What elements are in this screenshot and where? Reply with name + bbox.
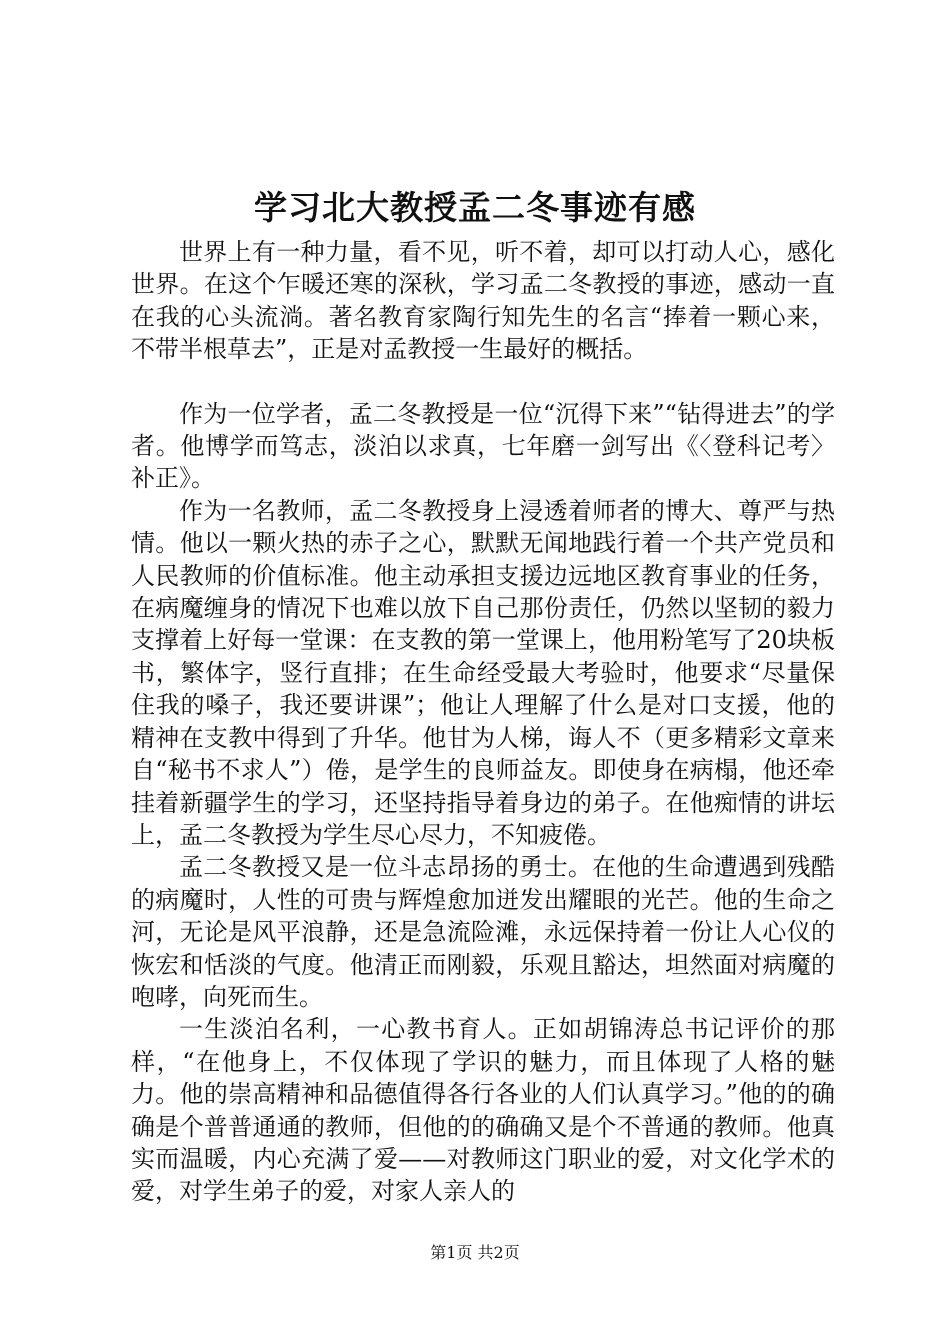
page-footer: 第1页 共2页 xyxy=(430,1243,520,1262)
paragraph-3: 作为一名教师，孟二冬教授身上浸透着师者的博大、尊严与热情。他以一颗火热的赤子之心，默默无闻地践行着一个共产党员和人民教师的价值标准。他主动承担支援边远地区教育事业的任务，在病魔缠身的情况下也难以放下自己那份责任，仍然以坚韧的毅力支撑着上好每一堂课：在支教的第一堂课上，他用粉笔写了20块板书，繁体字，竖行直排；在生命经受最大考验时，他要求“尽量保住我的嗓子，我还要讲课”；他让人理解了什么是对口支援，他的精神在支教中得到了升华。他甘为人梯，诲人不（更多精彩文章来自“秘书不求人”）倦，是学生的良师益友。即使身在病榻，他还牵挂着新疆学生的学习，还坚持指导着身边的弟子。在他痴情的讲坛上，孟二冬教授为学生尽心尽力，不知疲倦。 xyxy=(131,496,835,849)
paragraph-2: 作为一位学者，孟二冬教授是一位“沉得下来”“钻得进去”的学者。他博学而笃志，淡泊以求真，七年磨一剑写出《〈登科记考〉补正》。 xyxy=(131,399,835,493)
paragraph-5: 一生淡泊名利，一心教书育人。正如胡锦涛总书记评价的那样，“在他身上，不仅体现了学识的魅力，而且体现了人格的魅力。他的崇高精神和品德值得各行各业的人们认真学习。”他的的确确是个普普通通的教师，但他的的确确又是个不普通的教师。他真实而温暖，内心充满了爱——对教师这门职业的爱，对文化学术的爱，对学生弟子的爱，对家人亲人的 xyxy=(131,1015,835,1206)
document-body xyxy=(131,236,835,1208)
paragraph-4: 孟二冬教授又是一位斗志昂扬的勇士。在他的生命遭遇到残酷的病魔时，人性的可贵与辉煌愈加迸发出耀眼的光芒。他的生命之河，无论是风平浪静，还是急流险滩，永远保持着一份让人心仪的恢宏和恬淡的气度。他清正而刚毅，乐观且豁达，坦然面对病魔的咆哮，向死而生。 xyxy=(131,853,835,1011)
paragraph-1: 世界上有一种力量，看不见，听不着，却可以打动人心，感化世界。在这个乍暖还寒的深秋，学习孟二冬教授的事迹，感动一直在我的心头流淌。著名教育家陶行知先生的名言“捧着一颗心来，不带半根草去”，正是对孟教授一生最好的概括。 xyxy=(131,238,835,364)
document-title: 学习北大教授孟二冬事迹有感 xyxy=(254,188,696,227)
paragraph-gap xyxy=(131,366,835,398)
